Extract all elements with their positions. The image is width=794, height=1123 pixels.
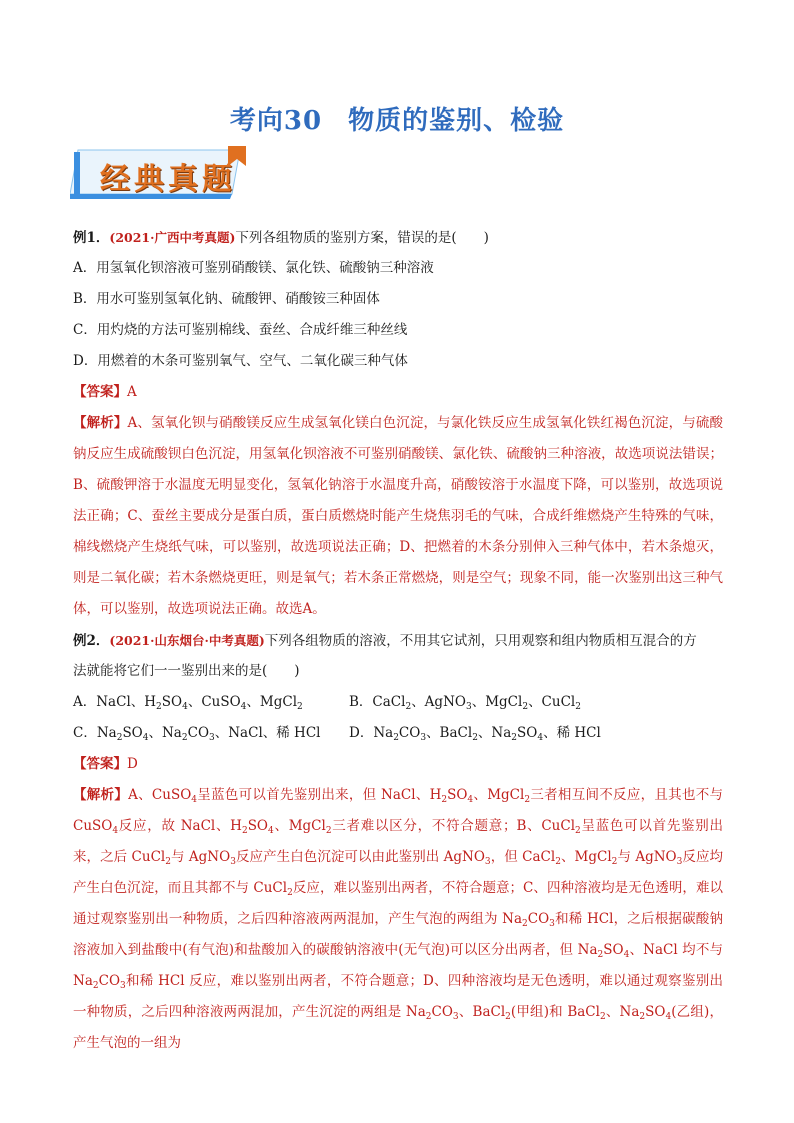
- answer-value: D: [127, 756, 138, 772]
- example-2-option-b: B．CaCl$_2$、AgNO$_3$、MgCl$_2$、CuCl$_2$: [349, 694, 581, 712]
- analysis-text: A、氢氧化钡与硝酸镁反应生成氢氧化镁白色沉淀，与氯化铁反应生成氢氧化铁红褐色沉淀，与硫酸钠反应生成硫酸钡白色沉淀，用氢氧化钡溶液不可鉴别硝酸镁、氯化铁、硫酸钠三种溶液，故选项说法错误；B、硫酸钾溶于水温度无明显变化，氢氧化钠溶于水温度升高，硝酸铵溶于水温度下降，可以鉴别，故选项说法正确；C、蚕丝主要成分是蛋白质，蛋白质燃烧时能产生烧焦羽毛的气味，合成纤维燃烧产生特殊的气味，棉线燃烧产生烧纸气味，可以鉴别，故选项说法正确；D、把燃着的木条分别伸入三种气体中，若木条熄灭，则是二氧化碳；若木条燃烧更旺，则是氧气；若木条正常燃烧，则是空气；现象不同，能一次鉴别出这三种气体，可以鉴别，故选项说法正确。故选A。: [73, 415, 724, 617]
- example-1-analysis: [73, 408, 723, 625]
- example-1-question-text: 下列各组物质的鉴别方案，错误的是( ): [235, 230, 489, 246]
- analysis-label: 【解析】: [73, 787, 129, 803]
- example-2-option-d: D．$Na_2CO_3$、BaCl$_2$、$Na_2SO_4$、稀 HCl: [349, 725, 601, 743]
- example-1-question: [73, 222, 723, 253]
- example-2-analysis: [73, 780, 723, 1059]
- example-1-label: 例1．: [73, 230, 110, 246]
- section-banner: [70, 144, 260, 204]
- example-2-question: [73, 625, 723, 656]
- page-title: [0, 100, 794, 137]
- example-2-question-text: 下列各组物质的溶液，不用其它试剂，只用观察和组内物质相互混合的方: [264, 633, 697, 649]
- title-sub: 物质的鉴别、检验: [348, 106, 565, 136]
- analysis-text: A、CuSO$_4$呈蓝色可以首先鉴别出来，但 NaCl、$H_2SO_4$、MgCl$_2$三者相互间不反应，且其也不与 CuSO$_4$反应，故 NaCl、$H_2SO_4$、MgCl$_2$三者难以区分，不符合题意；B、CuCl$_2$呈蓝色可以首先鉴别出来，之后 CuCl$_2$与 AgNO$_3$反应产生白色沉淀可以由此鉴别出 AgNO$_3$，但 CaCl$_2$、MgCl$_2$与 AgNO$_3$反应均产生白色沉淀，而且其都不与 CuCl$_2$反应，难以鉴别出两者，不符合题意；C、四种溶液均是无色透明，难以通过观察鉴别出一种物质，之后四种溶液两两混加，产生气泡的两组为 $Na_2CO_3$和稀 HCl，之后根据碳酸钠溶液加入到盐酸中(有气泡)和盐酸加入的碳酸钠溶液中(无气泡)可以区分出两者，但 $Na_2SO_4$、NaCl 均不与 $Na_2CO_3$和稀 HCl 反应，难以鉴别出两者，不符合题意；D、四种溶液均是无色透明，难以通过观察鉴别出一种物质，之后四种溶液两两混加，产生沉淀的两组是 $Na_2CO_3$、BaCl$_2$(甲组)和 BaCl$_2$、$Na_2SO_4$(乙组)，产生气泡的一组为: [73, 787, 724, 1051]
- example-1-source: (2021·广西中考真题): [109, 230, 236, 245]
- analysis-label: 【解析】: [73, 415, 128, 431]
- example-2-source: (2021·山东烟台·中考真题): [109, 633, 265, 648]
- example-2-option-c: C．$Na_2SO_4$、$Na_2CO_3$、NaCl、稀 HCl: [73, 725, 321, 743]
- document-body: [73, 222, 723, 1059]
- banner-text: 经典真题: [100, 162, 236, 197]
- title-main: 考向30: [229, 106, 323, 136]
- example-2-option-a: A．NaCl、$H_2SO_4$、CuSO$_4$、MgCl$_2$: [73, 694, 303, 712]
- answer-label: 【答案】: [73, 384, 127, 400]
- example-2-question-cont: 法就能将它们一一鉴别出来的是( ): [73, 663, 300, 679]
- example-2-answer: [73, 749, 723, 780]
- example-2-options-cd: [73, 718, 723, 749]
- example-1-answer: [73, 377, 723, 408]
- example-1-option-d: D．用燃着的木条可鉴别氧气、空气、二氧化碳三种气体: [73, 353, 408, 369]
- example-1-option-c: C．用灼烧的方法可鉴别棉线、蚕丝、合成纤维三种丝线: [73, 322, 408, 338]
- answer-label: 【答案】: [73, 756, 127, 772]
- example-2-label: 例2．: [73, 633, 110, 649]
- example-1-option-b: B．用水可鉴别氢氧化钠、硫酸钾、硝酸铵三种固体: [73, 291, 380, 307]
- example-2-options-ab: [73, 687, 723, 718]
- example-1-option-a: A．用氢氧化钡溶液可鉴别硝酸镁、氯化铁、硫酸钠三种溶液: [73, 260, 434, 276]
- answer-value: A: [127, 384, 137, 400]
